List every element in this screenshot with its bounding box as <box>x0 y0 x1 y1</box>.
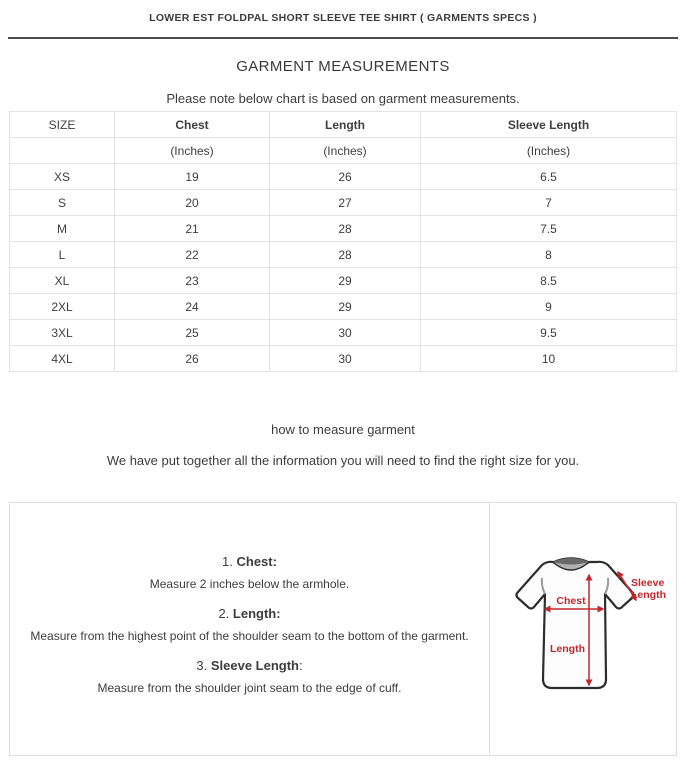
units-cell: (Inches) <box>270 138 421 164</box>
step-number: 2. <box>218 606 230 621</box>
table-row <box>10 346 677 372</box>
step-description: Measure from the shoulder joint seam to the edge of cuff. <box>97 681 402 695</box>
step-number: 1. <box>222 554 233 569</box>
table-row <box>10 190 677 216</box>
cell-length: 28 <box>270 242 421 268</box>
cell-length: 28 <box>270 216 421 242</box>
step-heading <box>16 555 483 569</box>
cell-sleeve: 10 <box>421 346 677 372</box>
cell-sleeve: 8 <box>421 242 677 268</box>
cell-chest: 23 <box>115 268 270 294</box>
measure-instructions-box <box>9 502 677 756</box>
cell-size: S <box>10 190 115 216</box>
cell-chest: 26 <box>115 346 270 372</box>
table-row <box>10 320 677 346</box>
tshirt-measurement-diagram-icon <box>497 548 669 713</box>
col-header-sleeve-length: Sleeve Length <box>421 112 677 138</box>
table-row <box>10 216 677 242</box>
cell-sleeve: 7.5 <box>421 216 677 242</box>
cell-chest: 25 <box>115 320 270 346</box>
cell-size: 3XL <box>10 320 115 346</box>
howto-title: how to measure garment <box>271 422 415 437</box>
cell-chest: 19 <box>115 164 270 190</box>
cell-length: 27 <box>270 190 421 216</box>
cell-size: 4XL <box>10 346 115 372</box>
cell-size: XS <box>10 164 115 190</box>
step-label: Chest: <box>236 554 277 569</box>
cell-length: 26 <box>270 164 421 190</box>
table-row <box>10 164 677 190</box>
step-heading <box>16 607 483 621</box>
cell-chest: 22 <box>115 242 270 268</box>
step-label: Sleeve Length <box>210 658 299 673</box>
chest-label: Chest <box>556 595 586 607</box>
col-header-size: SIZE <box>10 112 115 138</box>
cell-size: XL <box>10 268 115 294</box>
units-cell <box>10 138 115 164</box>
howto-subtitle: We have put together all the information you will need to find the right size for you. <box>106 453 580 468</box>
sleeve-label-line1: Sleeve <box>631 577 665 589</box>
cell-length: 30 <box>270 320 421 346</box>
table-header-row <box>10 112 677 138</box>
length-label: Length <box>550 643 585 655</box>
step-heading <box>16 659 483 673</box>
table-row <box>10 242 677 268</box>
cell-size: M <box>10 216 115 242</box>
step-label-suffix: : <box>298 658 303 673</box>
units-cell: (Inches) <box>115 138 270 164</box>
cell-sleeve: 8.5 <box>421 268 677 294</box>
table-units-row <box>10 138 677 164</box>
measure-steps <box>10 503 489 755</box>
cell-chest: 24 <box>115 294 270 320</box>
cell-length: 30 <box>270 346 421 372</box>
cell-length: 29 <box>270 268 421 294</box>
units-cell: (Inches) <box>421 138 677 164</box>
cell-length: 29 <box>270 294 421 320</box>
step-label: Length: <box>232 606 281 621</box>
cell-chest: 20 <box>115 190 270 216</box>
cell-size: 2XL <box>10 294 115 320</box>
page-title: LOWER EST FOLDPAL SHORT SLEEVE TEE SHIRT ( GARMENTS SPECS ) <box>149 12 537 24</box>
cell-sleeve: 7 <box>421 190 677 216</box>
cell-sleeve: 6.5 <box>421 164 677 190</box>
cell-chest: 21 <box>115 216 270 242</box>
section-title: GARMENT MEASUREMENTS <box>236 58 450 75</box>
table-row <box>10 294 677 320</box>
title-divider <box>8 37 678 39</box>
col-header-chest: Chest <box>115 112 270 138</box>
step-number: 3. <box>196 658 208 673</box>
table-row <box>10 268 677 294</box>
size-chart-table <box>9 111 677 372</box>
step-description: Measure 2 inches below the armhole. <box>149 577 350 591</box>
step-description: Measure from the highest point of the shoulder seam to the bottom of the garment. <box>30 629 469 643</box>
cell-size: L <box>10 242 115 268</box>
cell-sleeve: 9 <box>421 294 677 320</box>
section-note: Please note below chart is based on garment measurements. <box>166 91 520 106</box>
sleeve-label-line2: Length <box>631 589 666 601</box>
cell-sleeve: 9.5 <box>421 320 677 346</box>
col-header-length: Length <box>270 112 421 138</box>
diagram-panel <box>489 503 676 755</box>
tshirt-outline <box>517 562 634 688</box>
